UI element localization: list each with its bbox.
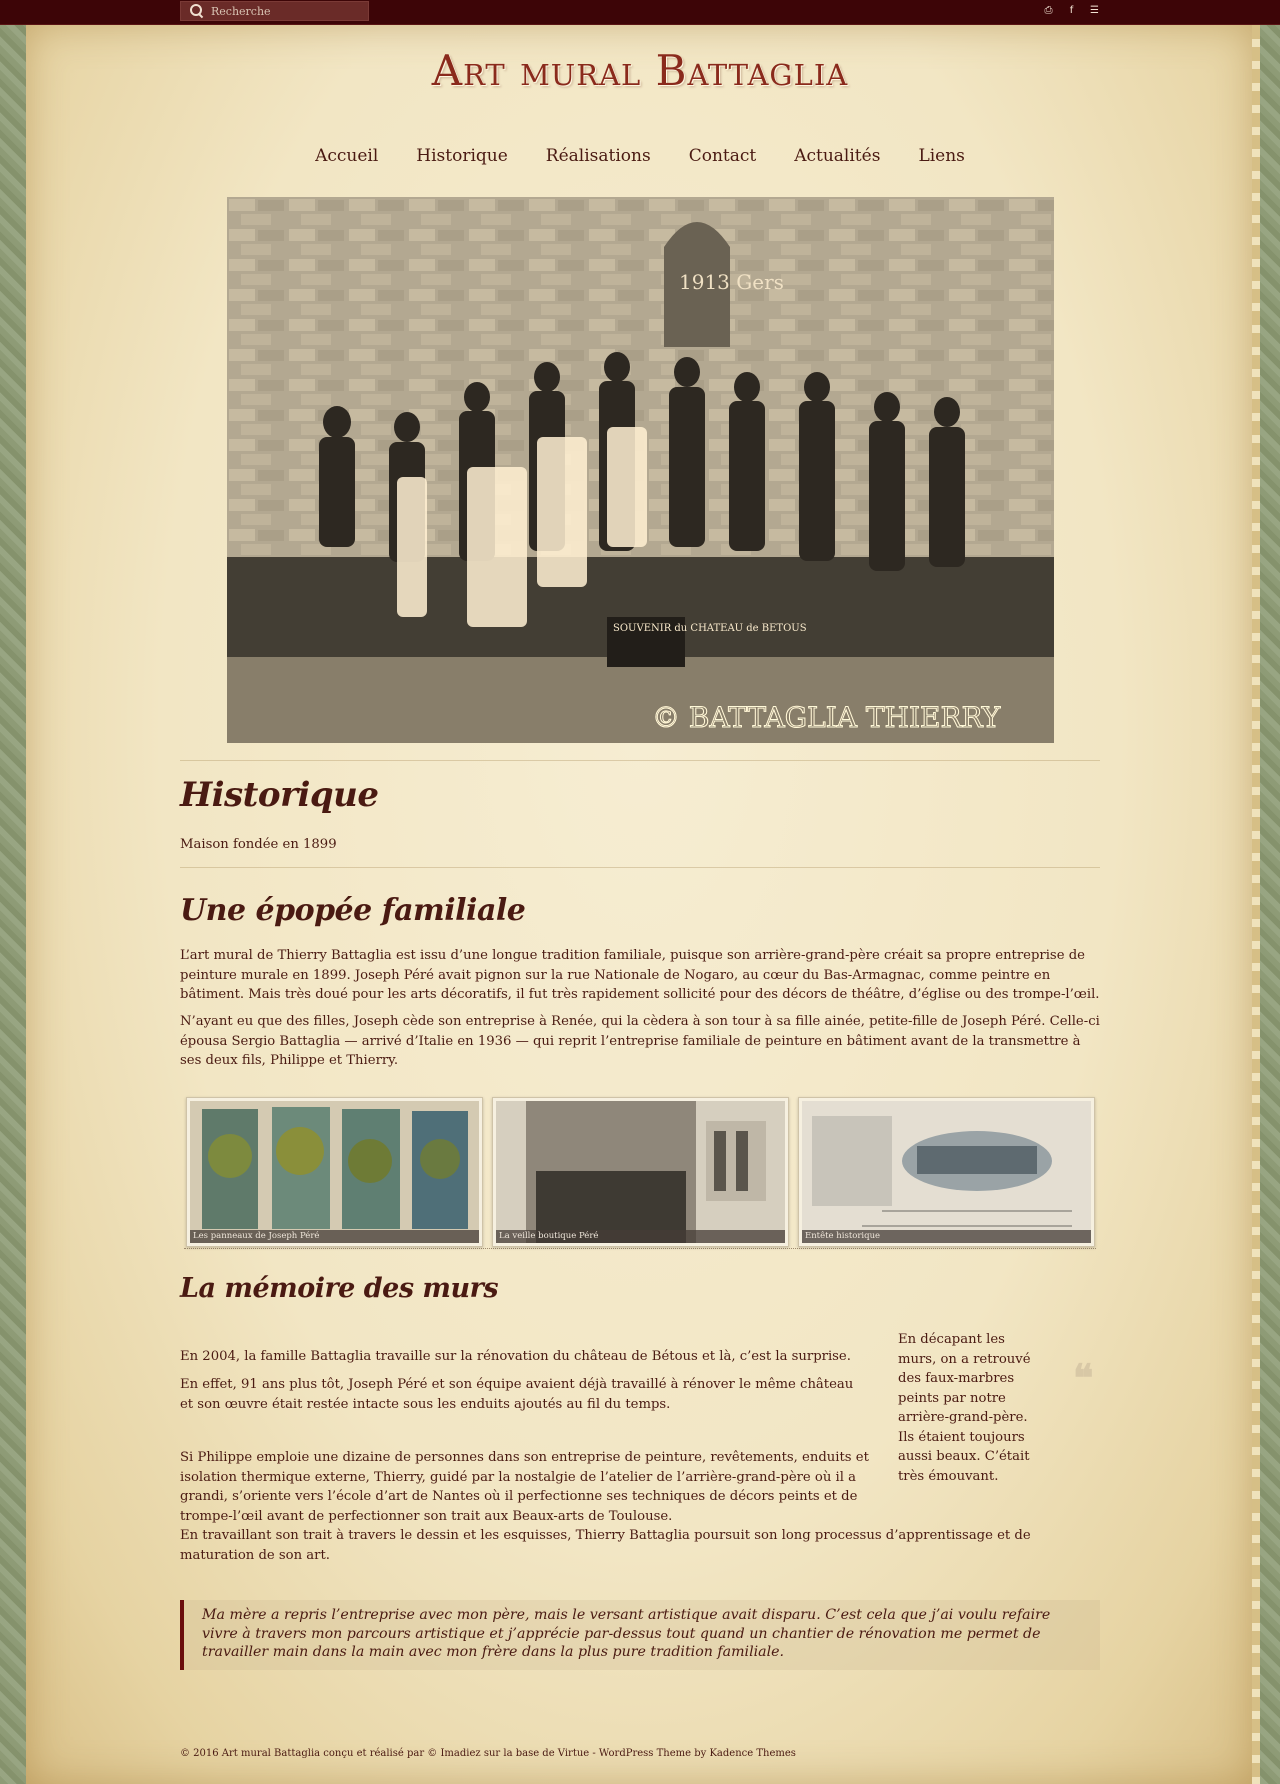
page-subtitle: Maison fondée en 1899 — [180, 837, 337, 852]
gallery-thumb-panneaux-illustration — [190, 1101, 479, 1243]
page-title: Historique — [180, 775, 379, 815]
nav-item-historique[interactable]: Historique — [416, 146, 508, 166]
divider — [180, 760, 1100, 761]
image-gallery — [184, 1097, 1096, 1249]
gallery-thumb-boutique[interactable] — [492, 1097, 789, 1247]
rss-icon[interactable]: ☰ — [1090, 5, 1099, 16]
quote-icon: ❝ — [1073, 1355, 1094, 1400]
facebook-icon[interactable]: f — [1069, 5, 1074, 16]
gallery-caption: Entête historique — [802, 1230, 1091, 1243]
social-links — [1043, 5, 1100, 17]
footer-text: © 2016 Art mural Battaglia conçu et réalisé par © Imadiez sur la base de Virtue - WordPress Theme by Kadence Themes — [180, 1748, 796, 1759]
search-icon[interactable] — [189, 3, 205, 19]
nav-item-accueil[interactable]: Accueil — [315, 146, 379, 166]
site-title[interactable]: Art mural Battaglia — [431, 46, 849, 95]
nav-item-contact[interactable]: Contact — [688, 146, 757, 166]
paragraph: L’art mural de Thierry Battaglia est issu d’une longue tradition familiale, puisque son arrière-grand-père créait sa propre entreprise de peinture murale en 1899. Joseph Péré avait pignon sur la rue Nationale de Nogaro, au cœur du Bas-Armagnac, comme peintre en bâtiment. Mais très doué pour les arts décoratifs, il fut très rapidement sollicité pour des décors de théâtre, d’église ou des trompe-l’œil. — [180, 948, 1100, 1002]
gallery-thumb-boutique-illustration — [496, 1101, 785, 1243]
hero-photo — [227, 197, 1054, 743]
divider — [180, 867, 1100, 868]
search-input[interactable] — [211, 5, 361, 18]
paragraph: En effet, 91 ans plus tôt, Joseph Péré et son équipe avaient déjà travaillé à rénover le même château et son œuvre était restée intacte sous les enduits ajoutés au fil du temps. — [180, 1377, 854, 1412]
top-bar — [0, 0, 1280, 25]
hero-watermark: © BATTAGLIA THIERRY — [652, 701, 1001, 734]
hero-sign-text: SOUVENIR du CHATEAU de BETOUS — [613, 623, 807, 634]
search-box[interactable] — [180, 1, 369, 21]
gallery-caption: La veille boutique Péré — [496, 1230, 785, 1243]
nav-item-realisations[interactable]: Réalisations — [545, 146, 651, 166]
blockquote: Ma mère a repris l’entreprise avec mon père, mais le versant artistique avait disparu. C’est cela que j’ai voulu refaire vivre à travers mon parcours artistique et j’apprécie par-dessus tout quand un chantier de rénovation me permet de travailler main dans la main avec mon frère dans la plus pure tradition familiale. — [180, 1600, 1100, 1670]
nav-item-liens[interactable]: Liens — [918, 146, 965, 166]
gallery-thumb-entete-illustration — [802, 1101, 1091, 1243]
bookmark-icon[interactable]: ⎙ — [1044, 5, 1053, 16]
hero-photo-illustration — [227, 197, 1054, 743]
gallery-thumb-entete[interactable] — [798, 1097, 1095, 1247]
nav-item-actualites[interactable]: Actualités — [794, 146, 881, 166]
section-heading-memoire: La mémoire des murs — [180, 1273, 499, 1304]
paragraph: N’ayant eu que des filles, Joseph cède son entreprise à Renée, qui la cèdera à son tour à sa fille ainée, petite-fille de Joseph Péré. Celle-ci épousa Sergio Battaglia — arrivé d’Italie en 1936 — qui reprit l’entreprise familiale de peinture en bâtiment avant de la transmettre à ses deux fils, Philippe et Thierry. — [180, 1014, 1100, 1068]
pull-quote: En décapant les murs, on a retrouvé des faux-marbres peints par notre arrière-grand-père. Ils étaient toujours aussi beaux. C’était très émouvant. — [898, 1332, 1031, 1484]
paragraph: En 2004, la famille Battaglia travaille sur la rénovation du château de Bétous et là, c’est la surprise. — [180, 1349, 851, 1364]
gallery-caption: Les panneaux de Joseph Péré — [190, 1230, 479, 1243]
gallery-thumb-panneaux[interactable] — [186, 1097, 483, 1247]
paragraph: Si Philippe emploie une dizaine de personnes dans son entreprise de peinture, revêtements, enduits et isolation thermique externe, Thierry, guidé par la nostalgie de l’atelier de l’arrière-grand-père où il a grandi, s’oriente vers l’école d’art de Nantes où il perfectionne ses techniques de décors peints et de trompe-l’œil avant de perfectionner son trait aux Beaux-arts de Toulouse. — [180, 1450, 869, 1524]
hero-door-text: 1913 Gers — [679, 270, 784, 294]
main-nav — [0, 146, 1280, 166]
section-heading-epopee: Une épopée familiale — [180, 893, 526, 928]
paragraph: En travaillant son trait à travers le dessin et les esquisses, Thierry Battaglia poursuit son long processus d’apprentissage et de maturation de son art. — [180, 1528, 1031, 1563]
